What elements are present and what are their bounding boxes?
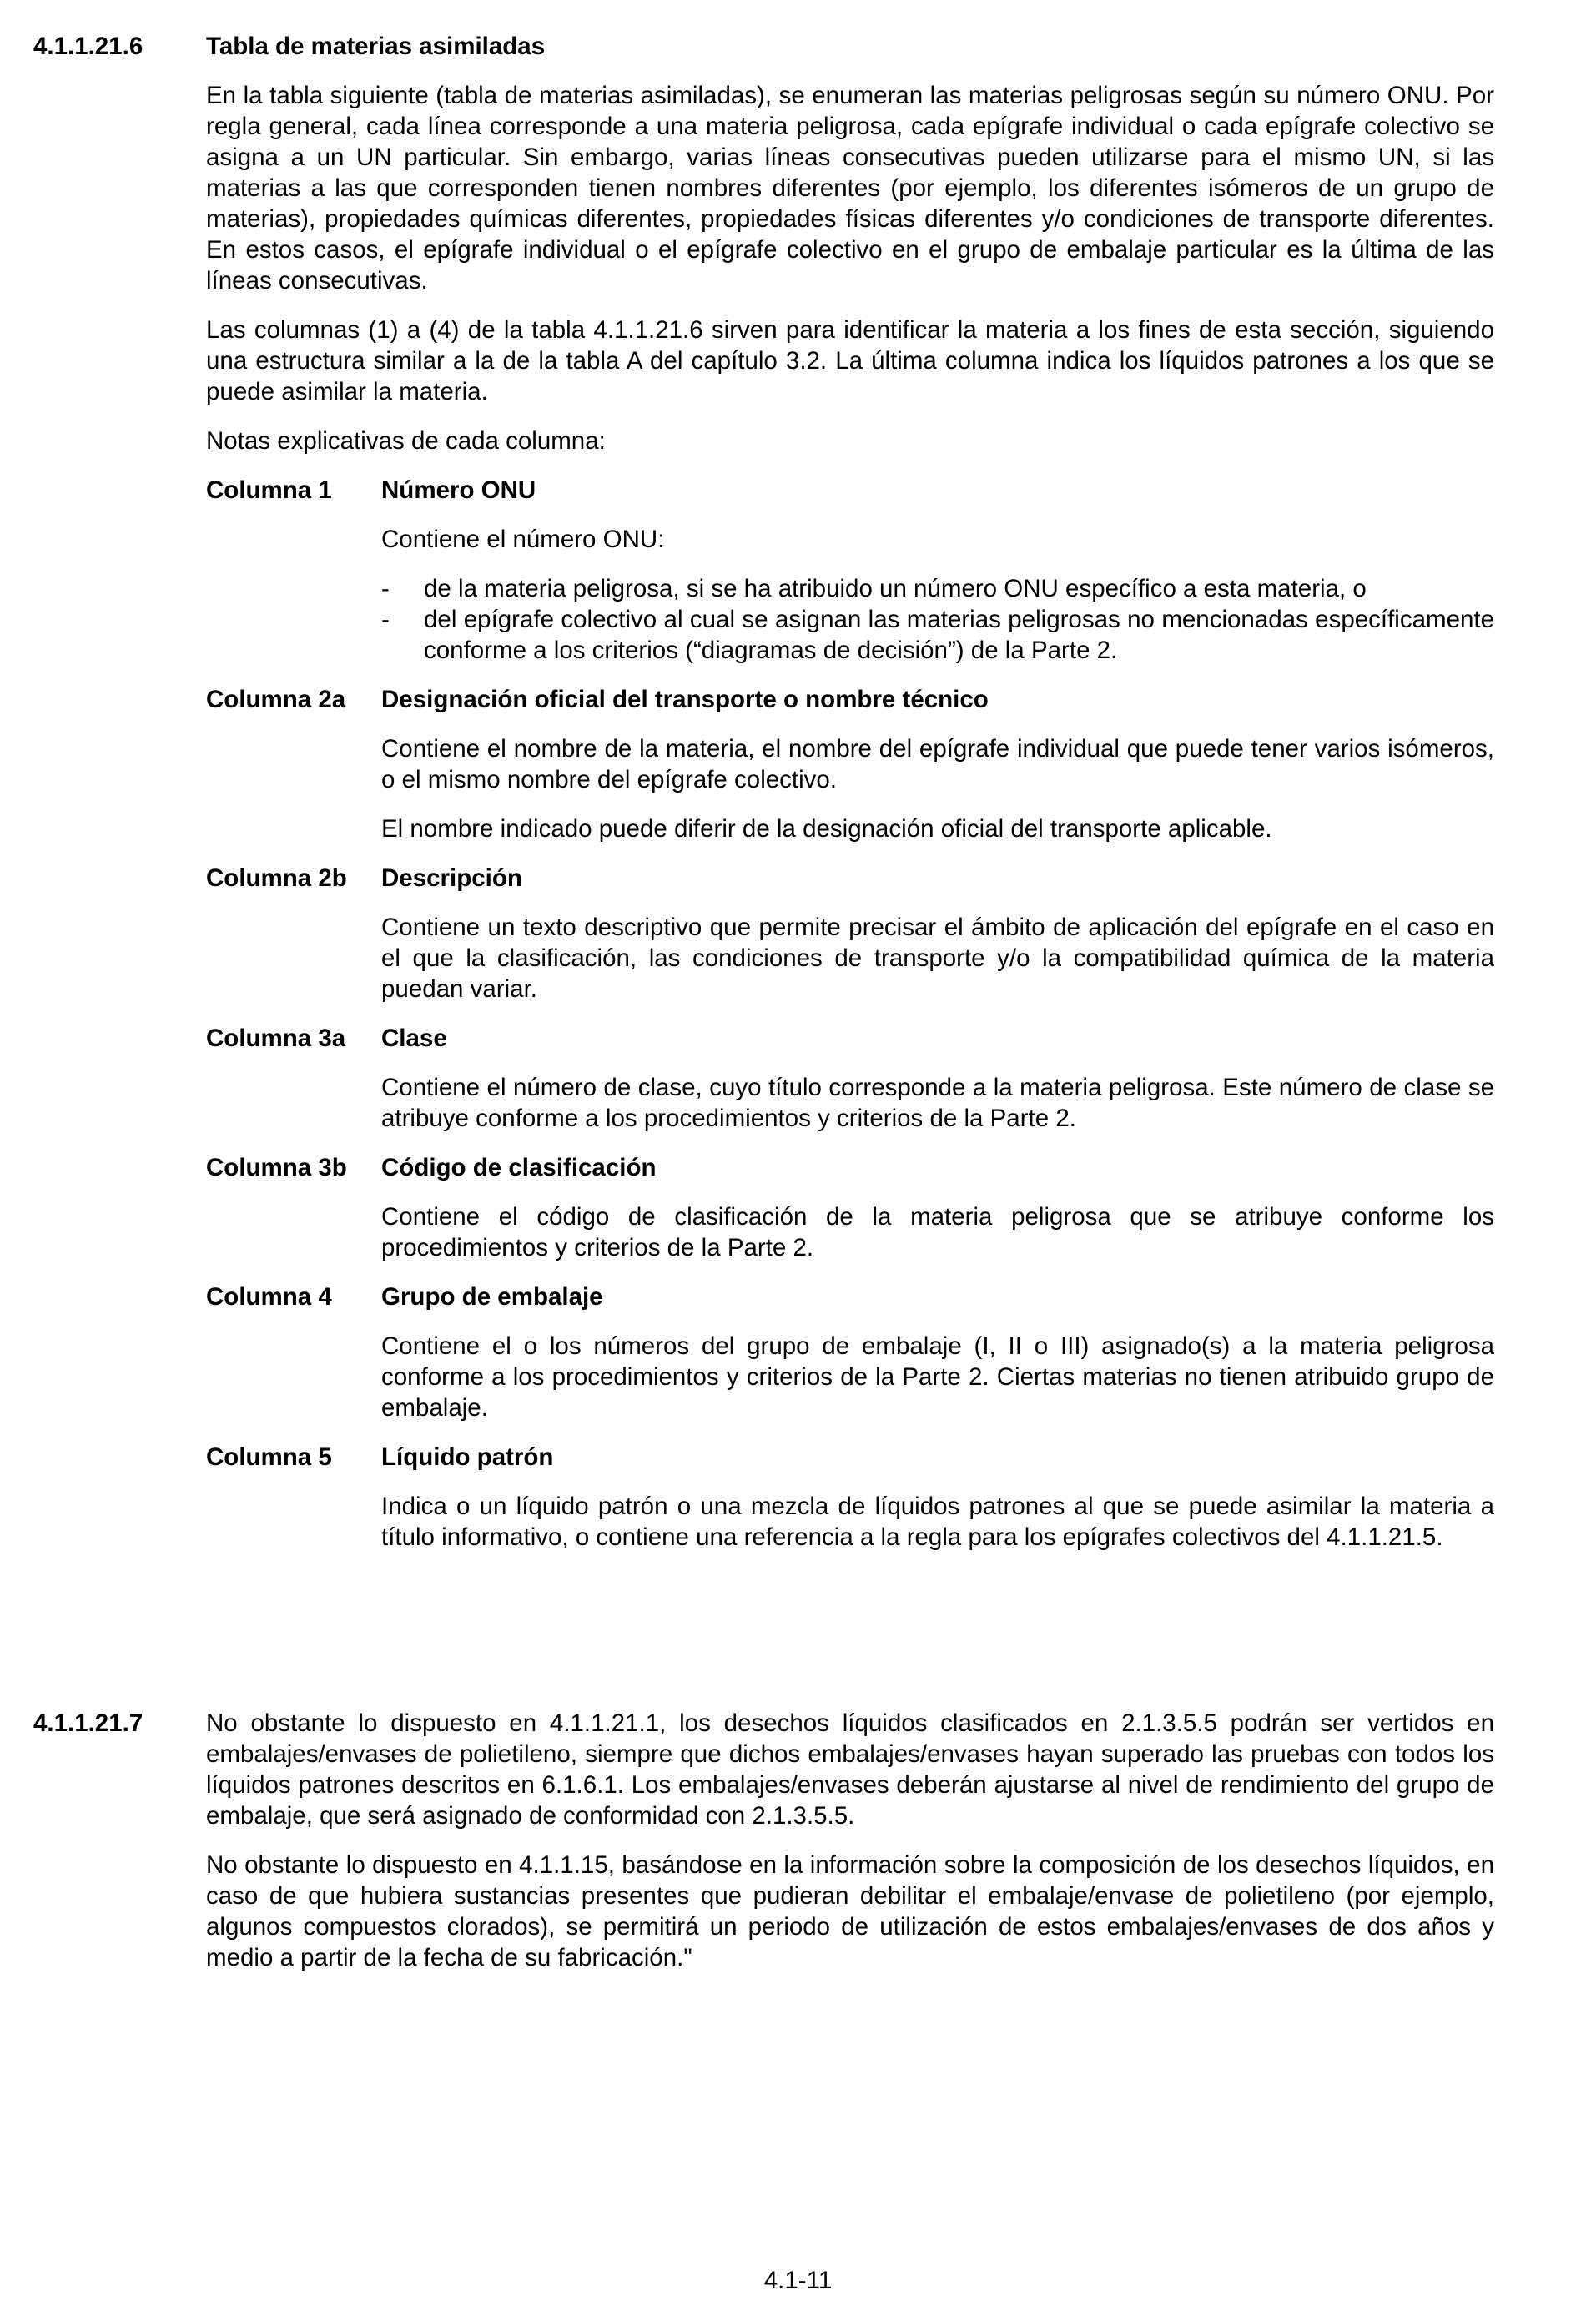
paragraph: No obstante lo dispuesto en 4.1.1.15, basándose en la información sobre la composición de los desechos líquidos, en caso de que hubiera sustancias presentes que pudieran debilitar el embalaje/envase de polietileno (por ejemplo, algunos compuestos clorados), se permitirá un periodo de utilización de estos embalajes/envases de dos años y medio a partir de la fecha de su fabricación." bbox=[206, 1851, 1494, 1971]
column-heading bbox=[206, 1442, 1494, 1473]
column-heading bbox=[206, 684, 1494, 715]
column-title: Líquido patrón bbox=[381, 1443, 554, 1471]
column-content bbox=[381, 912, 1494, 1004]
page-number: 4.1-11 bbox=[763, 2267, 833, 2294]
column-label: Columna 2a bbox=[206, 686, 346, 713]
dash-list bbox=[381, 573, 1494, 666]
column-heading bbox=[206, 1281, 1494, 1312]
column-label: Columna 2b bbox=[206, 864, 347, 892]
column-content bbox=[381, 1331, 1494, 1423]
column-content bbox=[381, 1072, 1494, 1134]
paragraph: No obstante lo dispuesto en 4.1.1.21.1, los desechos líquidos clasificados en 2.1.3.5.5 podrán ser vertidos en embalajes/envases de polietileno, siempre que dichos embalajes/envases hayan superado las pruebas con todos los líquidos patrones descritos en 6.1.6.1. Los embalajes/envases deberán ajustarse al nivel de rendimiento del grupo de embalaje, que será asignado de conformidad con 2.1.3.5.5. bbox=[206, 1709, 1494, 1830]
column-heading bbox=[206, 1023, 1494, 1054]
column-content bbox=[381, 1491, 1494, 1553]
paragraph: En la tabla siguiente (tabla de materias asimiladas), se enumeran las materias peligrosas según su número ONU. Por regla general, cada línea corresponde a una materia peligrosa, cada epígrafe individual o cada epígrafe colectivo se asigna a un UN particular. Sin embargo, varias líneas consecutivas pueden utilizarse para el mismo UN, si las materias a las que corresponden tienen nombres diferentes (por ejemplo, los diferentes isómeros de un grupo de materias), propiedades químicas diferentes, propiedades físicas diferentes y/o condiciones de transporte diferentes. En estos casos, el epígrafe individual o el epígrafe colectivo en el grupo de embalaje particular es la última de las líneas consecutivas. bbox=[206, 82, 1494, 295]
column-note-5 bbox=[206, 1442, 1494, 1553]
dash-bullet: - bbox=[381, 575, 390, 602]
section-title: Tabla de materias asimiladas bbox=[206, 33, 546, 60]
column-title: Designación oficial del transporte o nombre técnico bbox=[381, 686, 989, 713]
column-note-2b bbox=[206, 863, 1494, 1004]
column-label: Columna 4 bbox=[206, 1283, 332, 1311]
column-title: Código de clasificación bbox=[381, 1154, 657, 1181]
list-item bbox=[381, 604, 1494, 666]
paragraph: Contiene el número de clase, cuyo título corresponde a la materia peligrosa. Este número de clase se atribuye conforme a los procedimientos y criterios de la Parte 2. bbox=[381, 1074, 1494, 1132]
column-label: Columna 3a bbox=[206, 1025, 346, 1052]
section-body bbox=[206, 31, 1494, 1571]
dash-bullet: - bbox=[381, 606, 390, 633]
paragraph: El nombre indicado puede diferir de la designación oficial del transporte aplicable. bbox=[381, 815, 1272, 843]
column-note-2a bbox=[206, 684, 1494, 844]
column-content bbox=[381, 524, 1494, 666]
paragraph: Indica o un líquido patrón o una mezcla de líquidos patrones al que se puede asimilar la materia a título informativo, o contiene una referencia a la regla para los epígrafes colectivos del 4.1.1.21.5. bbox=[381, 1493, 1494, 1551]
column-content bbox=[381, 1201, 1494, 1263]
section-number: 4.1.1.21.6 bbox=[33, 33, 143, 60]
list-item-text: de la materia peligrosa, si se ha atribuido un número ONU específico a esta materia, o bbox=[424, 575, 1367, 602]
column-heading bbox=[206, 863, 1494, 894]
section-body bbox=[206, 1708, 1494, 1991]
column-note-4 bbox=[206, 1281, 1494, 1423]
column-title: Grupo de embalaje bbox=[381, 1283, 603, 1311]
column-note-3b bbox=[206, 1152, 1494, 1263]
column-label: Columna 3b bbox=[206, 1154, 347, 1181]
paragraph: Contiene el o los números del grupo de embalaje (I, II o III) asignado(s) a la materia peligrosa conforme a los procedimientos y criterios de la Parte 2. Ciertas materias no tienen atribuido grupo de embalaje. bbox=[381, 1332, 1494, 1422]
paragraph: Las columnas (1) a (4) de la tabla 4.1.1.21.6 sirven para identificar la materia a los fines de esta sección, siguiendo una estructura similar a la de la tabla A del capítulo 3.2. La última columna indica los líquidos patrones a los que se puede asimilar la materia. bbox=[206, 316, 1494, 405]
column-title: Clase bbox=[381, 1025, 447, 1052]
column-note-3a bbox=[206, 1023, 1494, 1134]
section-number: 4.1.1.21.7 bbox=[33, 1709, 143, 1737]
paragraph: Contiene el número ONU: bbox=[381, 526, 665, 553]
paragraph: Contiene un texto descriptivo que permite precisar el ámbito de aplicación del epígrafe en el caso en el que la clasificación, las condiciones de transporte y/o la compatibilidad química de la materia puedan variar. bbox=[381, 914, 1494, 1003]
column-label: Columna 1 bbox=[206, 476, 332, 504]
paragraph: Contiene el nombre de la materia, el nombre del epígrafe individual que puede tener varios isómeros, o el mismo nombre del epígrafe colectivo. bbox=[381, 735, 1494, 793]
column-label: Columna 5 bbox=[206, 1443, 332, 1471]
paragraph: Notas explicativas de cada columna: bbox=[206, 427, 606, 455]
column-note-1 bbox=[206, 475, 1494, 666]
list-item-text: del epígrafe colectivo al cual se asignan las materias peligrosas no mencionadas específicamente conforme a los criterios (“diagramas de decisión”) de la Parte 2. bbox=[424, 606, 1494, 664]
column-heading bbox=[206, 475, 1494, 506]
column-content bbox=[381, 733, 1494, 844]
paragraph: Contiene el código de clasificación de la materia peligrosa que se atribuye conforme los procedimientos y criterios de la Parte 2. bbox=[381, 1203, 1494, 1261]
column-heading bbox=[206, 1152, 1494, 1183]
column-title: Número ONU bbox=[381, 476, 536, 504]
list-item bbox=[381, 573, 1494, 604]
column-title: Descripción bbox=[381, 864, 522, 892]
